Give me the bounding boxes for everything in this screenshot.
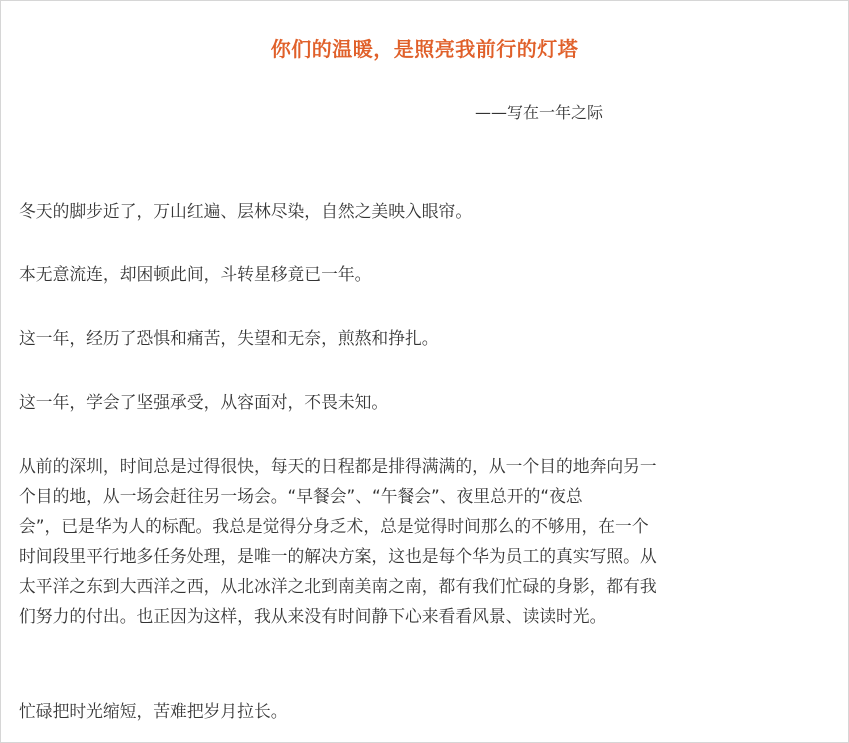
paragraph-4: 这一年，学会了坚强承受，从容面对，不畏未知。 bbox=[19, 392, 389, 412]
paragraph-5-line: 个目的地，从一场会赶往另一场会。“早餐会”、“午餐会”、夜里总开的“夜总 bbox=[19, 486, 583, 506]
article-title: 你们的温暖，是照亮我前行的灯塔 bbox=[270, 37, 579, 61]
paragraph-5-line: 太平洋之东到大西洋之西，从北冰洋之北到南美南之南，都有我们忙碌的身影，都有我 bbox=[19, 576, 657, 596]
paragraph-5-line: 会”，已是华为人的标配。我总是觉得分身乏术，总是觉得时间那么的不够用，在一个 bbox=[19, 516, 649, 536]
paragraph-1: 冬天的脚步近了，万山红遍、层林尽染，自然之美映入眼帘。 bbox=[19, 201, 473, 221]
paragraph-3: 这一年，经历了恐惧和痛苦，失望和无奈，煎熬和挣扎。 bbox=[19, 328, 439, 348]
article-subtitle: ——写在一年之际 bbox=[475, 103, 604, 122]
paragraph-5-line: 们努力的付出。也正因为这样，我从来没有时间静下心来看看风景、读读时光。 bbox=[19, 606, 607, 626]
paragraph-2: 本无意流连，却困顿此间，斗转星移竟已一年。 bbox=[19, 264, 372, 284]
paragraph-6: 忙碌把时光缩短，苦难把岁月拉长。 bbox=[19, 701, 288, 721]
paragraph-5-line: 从前的深圳，时间总是过得很快，每天的日程都是排得满满的，从一个目的地奔向另一 bbox=[19, 456, 657, 476]
paragraph-5-line: 时间段里平行地多任务处理，是唯一的解决方案，这也是每个华为员工的真实写照。从 bbox=[19, 546, 657, 566]
paragraph-5 bbox=[19, 451, 829, 631]
